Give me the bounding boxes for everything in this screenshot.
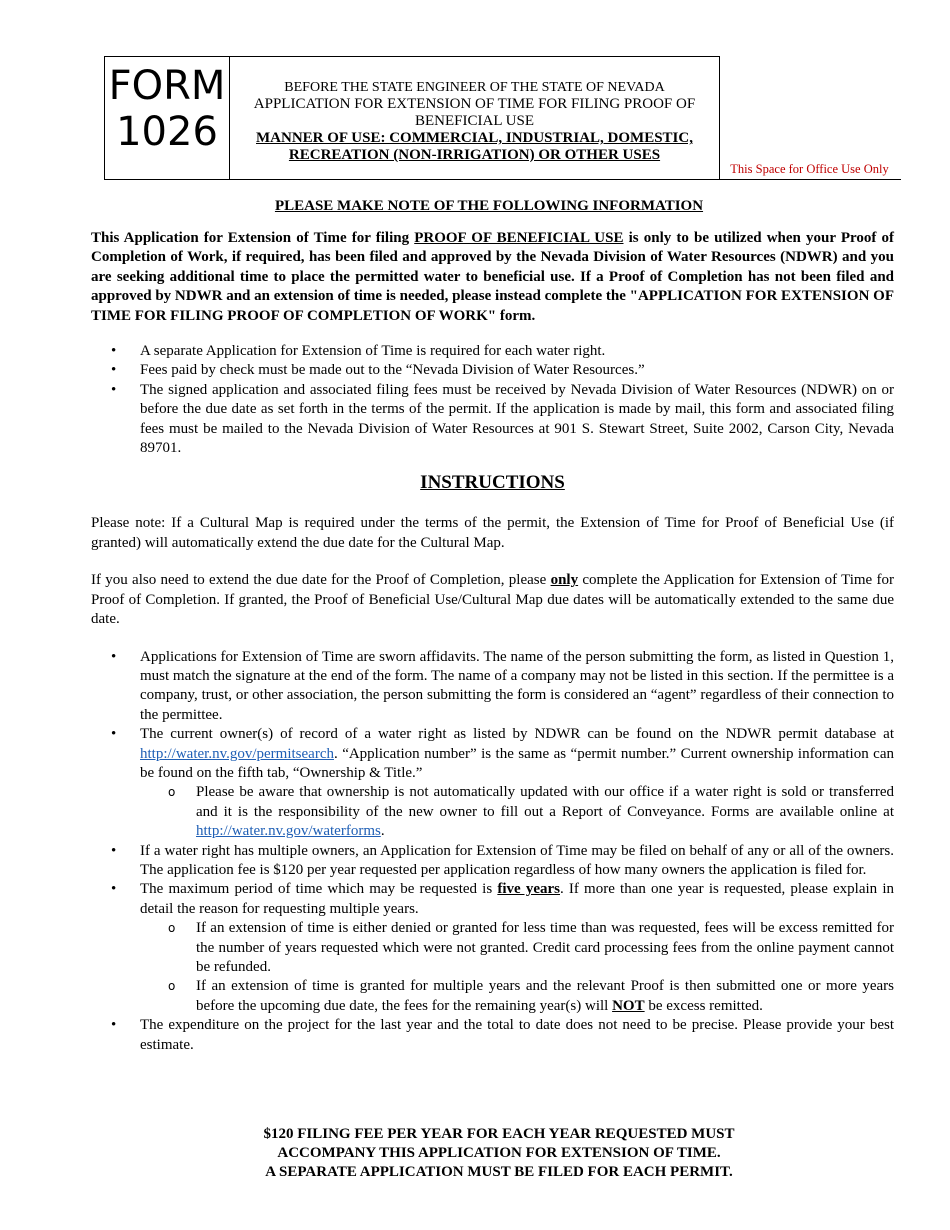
list-item: • A separate Application for Extension of Time is required for each water right.: [140, 342, 894, 361]
title-line-1: BEFORE THE STATE ENGINEER OF THE STATE OF NEVADA: [284, 80, 665, 95]
sub-list-item: [196, 977, 894, 1016]
bullet4-five-years: five years: [497, 881, 560, 898]
footer-line-2: ACCOMPANY THIS APPLICATION FOR EXTENSION OF TIME.: [277, 1145, 721, 1161]
para2-only: only: [550, 572, 579, 589]
intro-part-2: is only to be utilized when your Proof of Completion of Work, if required, has been filed and approved by the Nevada Division of Water Resources (NDWR) and you are seeking additional time to place the permitted water to beneficial use. If a Proof of Completion has not been filed and approved by NDWR and an extension of time is needed, please instead complete the "APPLICATION FOR EXTENSION OF TIME FOR FILING PROOF OF COMPLETION OF WORK" form.: [91, 230, 895, 324]
form-number: 1026: [116, 109, 218, 155]
list-item: [140, 880, 894, 1016]
bullet2-sub-part-b: .: [380, 823, 385, 840]
instructions-heading: INSTRUCTIONS: [420, 472, 565, 494]
document-body: [91, 229, 894, 1055]
water-forms-link[interactable]: http://water.nv.gov/waterforms: [196, 823, 381, 840]
form-word: FORM: [108, 63, 226, 109]
list-item: • The expenditure on the project for the last year and the total to date does not need to be precise. Please provide your best estimate.: [140, 1016, 894, 1055]
note-heading: PLEASE MAKE NOTE OF THE FOLLOWING INFORMATION: [274, 198, 704, 214]
sub-list: [140, 919, 894, 1016]
filing-fee-notice: [0, 1125, 950, 1182]
footer-line-1: $120 FILING FEE PER YEAR FOR EACH YEAR REQUESTED MUST: [263, 1126, 735, 1142]
list-item: • Applications for Extension of Time are sworn affidavits. The name of the person submitting the form, as listed in Question 1, must match the signature at the end of the form. The name of a company may not be listed in this section. If the permittee is a company, trust, or other association, the person submitting the form is considered an “agent” regardless of their connection to the permittee.: [140, 648, 894, 726]
title-line-3: MANNER OF USE: COMMERCIAL, INDUSTRIAL, DOMESTIC, RECREATION (NON-IRRIGATION) OR OTHER USES: [256, 130, 693, 163]
office-use-label: This Space for Office Use Only: [718, 162, 901, 180]
bullet2-part-b: . “Application number” is the same as “permit number.” Current ownership information can be found on the fifth tab, “Ownership & Title.”: [140, 745, 894, 781]
notes-list: [91, 342, 894, 458]
bullet4-sub2-part-a: If an extension of time is granted for multiple years and the relevant Proof is then submitted one or more years before the upcoming due date, the fees for the remaining year(s) will: [196, 978, 894, 1014]
instructions-paragraph-2: [91, 571, 894, 629]
bullet2-part-a: The current owner(s) of record of a water right as listed by NDWR can be found on the NDWR permit database at: [140, 726, 894, 743]
para2-part-a: If you also need to extend the due date for the Proof of Completion, please: [91, 572, 551, 589]
para2-part-b: complete the Application for Extension of Time for Proof of Completion. If granted, the Proof of Beneficial Use/Cultural Map due dates will be automatically extended to the same due date.: [91, 572, 894, 628]
form-header: [104, 56, 720, 180]
intro-part-1: This Application for Extension of Time for filing: [91, 230, 415, 246]
list-item: [140, 725, 894, 841]
permit-search-link[interactable]: http://water.nv.gov/permitsearch: [140, 745, 334, 762]
bullet4-part-a: The maximum period of time which may be requested is: [140, 881, 498, 898]
intro-underlined: PROOF OF BENEFICIAL USE: [414, 230, 624, 246]
list-item: • The signed application and associated filing fees must be received by Nevada Division of Water Resources (NDWR) on or before the due date as set forth in the terms of the permit. If the application is made by mail, this form and associated filing fees must be mailed to the Nevada Division of Water Resources at 901 S. Stewart Street, Suite 2002, Carson City, Nevada 89701.: [140, 381, 894, 459]
bullet4-sub2-not: NOT: [612, 997, 645, 1014]
sub-list-item: [196, 783, 894, 841]
list-item: • If a water right has multiple owners, an Application for Extension of Time may be filed on behalf of any or all of the owners. The application fee is $120 per year requested per application regardless of how many owners the application is filed for.: [140, 842, 894, 881]
bullet4-part-b: . If more than one year is requested, please explain in detail the reason for requesting multiple years.: [140, 881, 894, 917]
form-title: [230, 57, 719, 179]
sub-list-item: o If an extension of time is either denied or granted for less time than was requested, fees will be excess remitted for the number of years requested which were not granted. Credit card processing fees from the online payment cannot be refunded.: [196, 919, 894, 977]
bullet4-sub2-part-b: be excess remitted.: [644, 997, 763, 1014]
form-number-box: [105, 57, 230, 179]
instructions-paragraph-1: Please note: If a Cultural Map is required under the terms of the permit, the Extension of Time for Proof of Beneficial Use (if granted) will automatically extend the due date for the Cultural Map.: [91, 515, 894, 551]
sub-list: [140, 783, 894, 841]
footer-line-3: A SEPARATE APPLICATION MUST BE FILED FOR EACH PERMIT.: [265, 1164, 733, 1180]
intro-paragraph: [91, 229, 894, 326]
list-item: • Fees paid by check must be made out to the “Nevada Division of Water Resources.”: [140, 361, 894, 380]
title-line-2: APPLICATION FOR EXTENSION OF TIME FOR FILING PROOF OF BENEFICIAL USE: [253, 96, 696, 129]
bullet2-sub-part-a: Please be aware that ownership is not automatically updated with our office if a water right is sold or transferred and it is the responsibility of the new owner to fill out a Report of Conveyance. Forms are available online at: [196, 784, 894, 820]
instructions-list: [91, 648, 894, 1056]
